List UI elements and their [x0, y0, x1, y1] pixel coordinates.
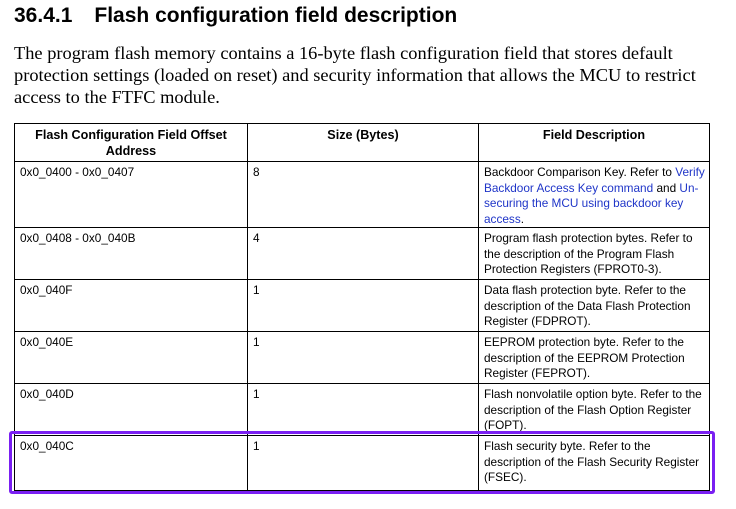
size-cell: 1	[248, 436, 479, 491]
description-text: .	[520, 211, 524, 226]
offset-cell: 0x0_0408 - 0x0_040B	[15, 228, 248, 280]
description-text: Backdoor Comparison Key. Refer to	[484, 165, 676, 179]
description-cell	[479, 162, 710, 228]
section-number: 36.4.1	[14, 4, 73, 27]
offset-cell: 0x0_040C	[15, 436, 248, 491]
description-text: and	[653, 180, 680, 195]
size-cell: 8	[248, 162, 479, 228]
table-header-row	[15, 124, 710, 162]
table-row	[15, 228, 710, 280]
table-row-highlighted	[15, 436, 710, 491]
flash-config-table	[14, 123, 710, 491]
section-title: Flash configuration field description	[94, 4, 458, 27]
header-offset-address: Flash Configuration Field Offset Address	[15, 124, 248, 162]
table-row	[15, 332, 710, 384]
header-field-description: Field Description	[479, 124, 710, 162]
table-row	[15, 384, 710, 436]
description-cell: EEPROM protection byte. Refer to the description of the EEPROM Protection Register (FEPROT).	[479, 332, 710, 384]
description-cell: Flash security byte. Refer to the description of the Flash Security Register (FSEC).	[479, 436, 710, 491]
link-verify-backdoor-access-key[interactable]: Verify Backdoor Access Key command	[484, 165, 705, 195]
intro-paragraph: The program flash memory contains a 16-byte flash configuration field that stores default protection settings (loaded on reset) and security information that allows the MCU to restrict access to the FTFC module.	[14, 43, 696, 107]
offset-cell: 0x0_040D	[15, 384, 248, 436]
header-size: Size (Bytes)	[248, 124, 479, 162]
section-heading	[14, 4, 457, 28]
offset-cell: 0x0_0400 - 0x0_0407	[15, 162, 248, 228]
size-cell: 4	[248, 228, 479, 280]
offset-cell: 0x0_040E	[15, 332, 248, 384]
table-row	[15, 280, 710, 332]
size-cell: 1	[248, 332, 479, 384]
description-cell: Data flash protection byte. Refer to the description of the Data Flash Protection Register (FDPROT).	[479, 280, 710, 332]
description-cell: Program flash protection bytes. Refer to the description of the Program Flash Protection Registers (FPROT0-3).	[479, 228, 710, 280]
offset-cell: 0x0_040F	[15, 280, 248, 332]
size-cell: 1	[248, 280, 479, 332]
description-cell: Flash nonvolatile option byte. Refer to the description of the Flash Option Register (FOPT).	[479, 384, 710, 436]
size-cell: 1	[248, 384, 479, 436]
link-unsecuring-mcu-backdoor-key[interactable]: Un-securing the MCU using backdoor key access	[484, 180, 699, 226]
table-row	[15, 162, 710, 228]
